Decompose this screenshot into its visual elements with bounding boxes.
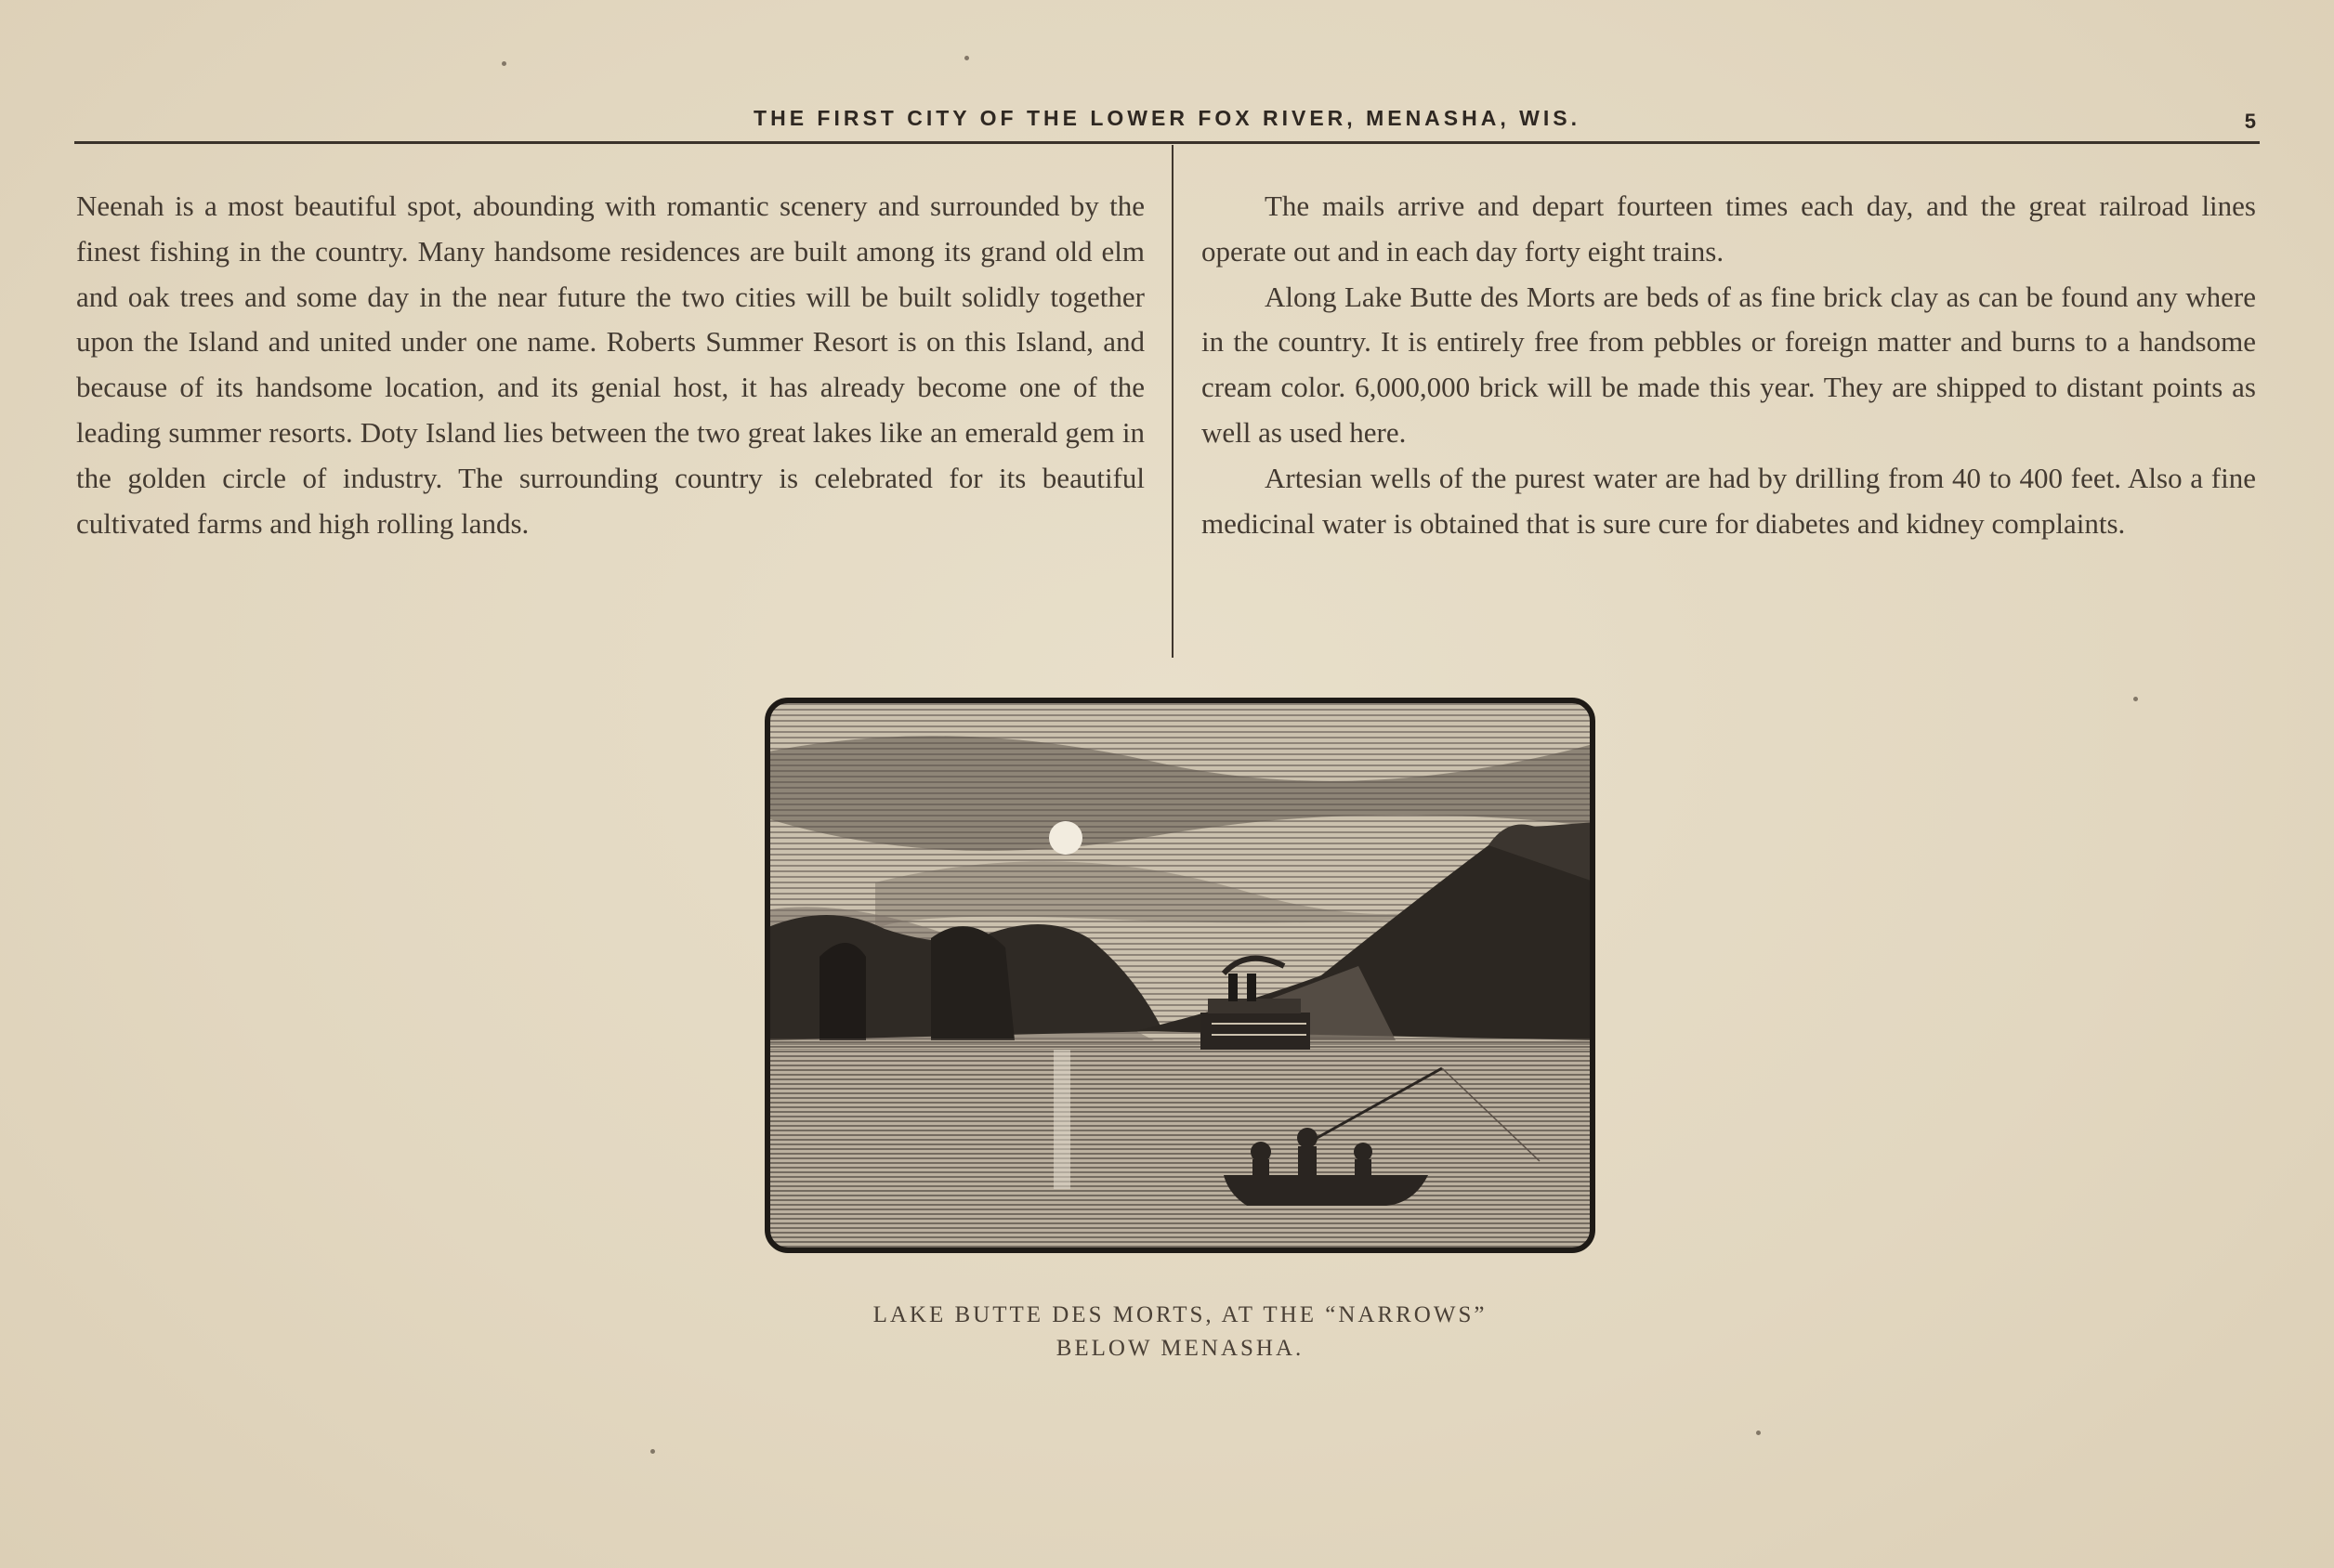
running-title: THE FIRST CITY OF THE LOWER FOX RIVER, MENASHA, WIS. [754,106,1580,130]
paper-speck [650,1449,655,1454]
left-paragraph: Neenah is a most beautiful spot, abounding with romantic scenery and surrounded by the finest fishing in the country. Many handsome residences are built among its grand old elm and oak trees and some day in the near future the two cities will be built solidly together upon the Island and united under one name. Roberts Summer Resort is on this Island, and because of its handsome location, and its genial host, it has already become one of the leading summer resorts. Doty Island lies between the two great lakes like an emerald gem in the golden circle of industry. The surrounding country is celebrated for its beautiful cultivated farms and high rolling lands. [76,189,1145,540]
paper-speck [1756,1431,1761,1435]
caption-line-2: BELOW MENASHA. [1056,1336,1305,1361]
header-rule [74,141,2260,144]
right-paragraph-brick-clay: Along Lake Butte des Morts are beds of as fine brick clay as can be found any where in the country. It is entirely free from pebbles or foreign matter and burns to a handsome cream color. 6,000,000 brick will be made this year. They are shipped to distant points as well as used here. [1201,280,2256,449]
figure-caption [650,1299,1710,1365]
moon-icon [1049,821,1082,855]
right-paragraph-artesian-wells: Artesian wells of the purest water are had by drilling from 40 to 400 feet. Also a fine medicinal water is obtained that is sure cure for diabetes and kidney complaints. [1201,461,2256,540]
caption-line-1: LAKE BUTTE DES MORTS, AT THE “NARROWS” [872,1302,1488,1327]
lake-engraving-image [764,697,1596,1254]
right-paragraph-mails: The mails arrive and depart fourteen times each day, and the great railroad lines operate out and in each day forty eight trains. [1201,189,2256,268]
column-divider [1172,145,1174,658]
left-column [76,184,1145,546]
right-column [1201,184,2256,546]
paper-speck [2133,697,2138,701]
paper-speck [502,61,506,66]
page-number: 5 [2244,110,2256,133]
page-header [74,100,2260,137]
paper-speck [964,56,969,60]
lake-engraving-figure [764,697,1596,1254]
